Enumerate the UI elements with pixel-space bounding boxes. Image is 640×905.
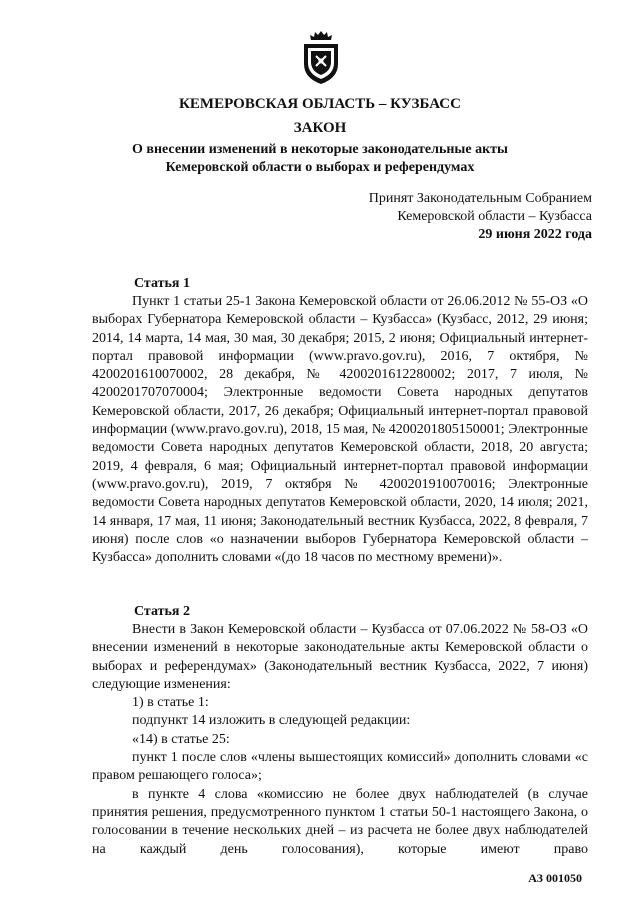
article-2-heading: Статья 2 (134, 604, 190, 619)
law-title (0, 141, 640, 177)
coat-of-arms-emblem (299, 28, 343, 86)
article-2-paragraph: Внести в Закон Кемеровской области – Кузбасса от 07.06.2022 № 58-ОЗ «О внесении изменений в некоторые законодательные акты Кемеровской области о выборах и референдумах» (Законодательный вестник Кузбасса, 2022, 7 июня) следующие изменения: (92, 622, 588, 692)
adoption-line-2: Кемеровской области – Кузбасса (397, 209, 592, 224)
law-title-line-1: О внесении изменений в некоторые законодательные акты (132, 142, 508, 157)
adoption-line-1: Принят Законодательным Собранием (368, 191, 592, 206)
article-1-heading: Статья 1 (134, 276, 190, 291)
article-2-paragraph: «14) в статье 25: (132, 731, 230, 747)
document-type: ЗАКОН (293, 120, 347, 136)
adoption-block (369, 190, 592, 244)
region-title: КЕМЕРОВСКАЯ ОБЛАСТЬ – КУЗБАСС (179, 96, 461, 112)
article-2-paragraph: подпункт 14 изложить в следующей редакции: (132, 713, 411, 729)
law-title-line-2: Кемеровской области о выборах и референдумах (165, 160, 475, 175)
document-serial-stamp: АЗ 001050 (528, 871, 582, 885)
article-2-paragraph: в пункте 4 слова «комиссию не более двух наблюдателей (в случае принятия решения, предусмотренного пунктом 1 статьи 50-1 настоящего Закона, о голосовании в течение нескольких дней – из расчета не более двух наблюдателей на каждый день голосования), которые имеют право (92, 786, 588, 857)
article-1-text: Пункт 1 статьи 25-1 Закона Кемеровской области от 26.06.2012 № 55-ОЗ «О выборах Губернатора Кемеровской области – Кузбасса» (Кузбасс, 2012, 29 июня; 2014, 14 марта, 14 мая, 30 мая, 30 декабря; 2015, 2 июня; Официальный интернет-портал правовой информации (www.pravo.gov.ru), 2016, 7 октября, № 4200201610070002, 28 декабря, № 4200201612280002; 2017, 7 июля, № 4200201707070004; Электронные ведомости Совета народных депутатов Кемеровской области, 2017, 26 декабря; Официальный интернет-портал правовой информации (www.pravo.gov.ru), 2018, 15 мая, № 4200201805150001; Электронные ведомости Совета народных депутатов Кемеровской области, 2018, 20 августа; 2019, 4 февраля, 6 мая; Официальный интернет-портал правовой информации (www.pravo.gov.ru), 2019, 7 октября № 4200201910070016; Электронные ведомости Совета народных депутатов Кемеровской области, 2020, 14 июля; 2021, 14 января, 17 мая, 11 июня; Законодательный вестник Кузбасса, 2022, 8 февраля, 7 июня) после слов «о назначении выборов Губернатора Кемеровской области – Кузбасса» дополнить словами «(до 18 часов по местному времени)». (92, 294, 588, 566)
article-2-body (92, 621, 588, 859)
article-2-paragraph: пункт 1 после слов «члены вышестоящих комиссий» дополнить словами «с правом решающего голоса»; (92, 750, 588, 784)
adoption-date: 29 июня 2022 года (478, 227, 592, 242)
article-2-paragraph: 1) в статье 1: (132, 695, 209, 711)
